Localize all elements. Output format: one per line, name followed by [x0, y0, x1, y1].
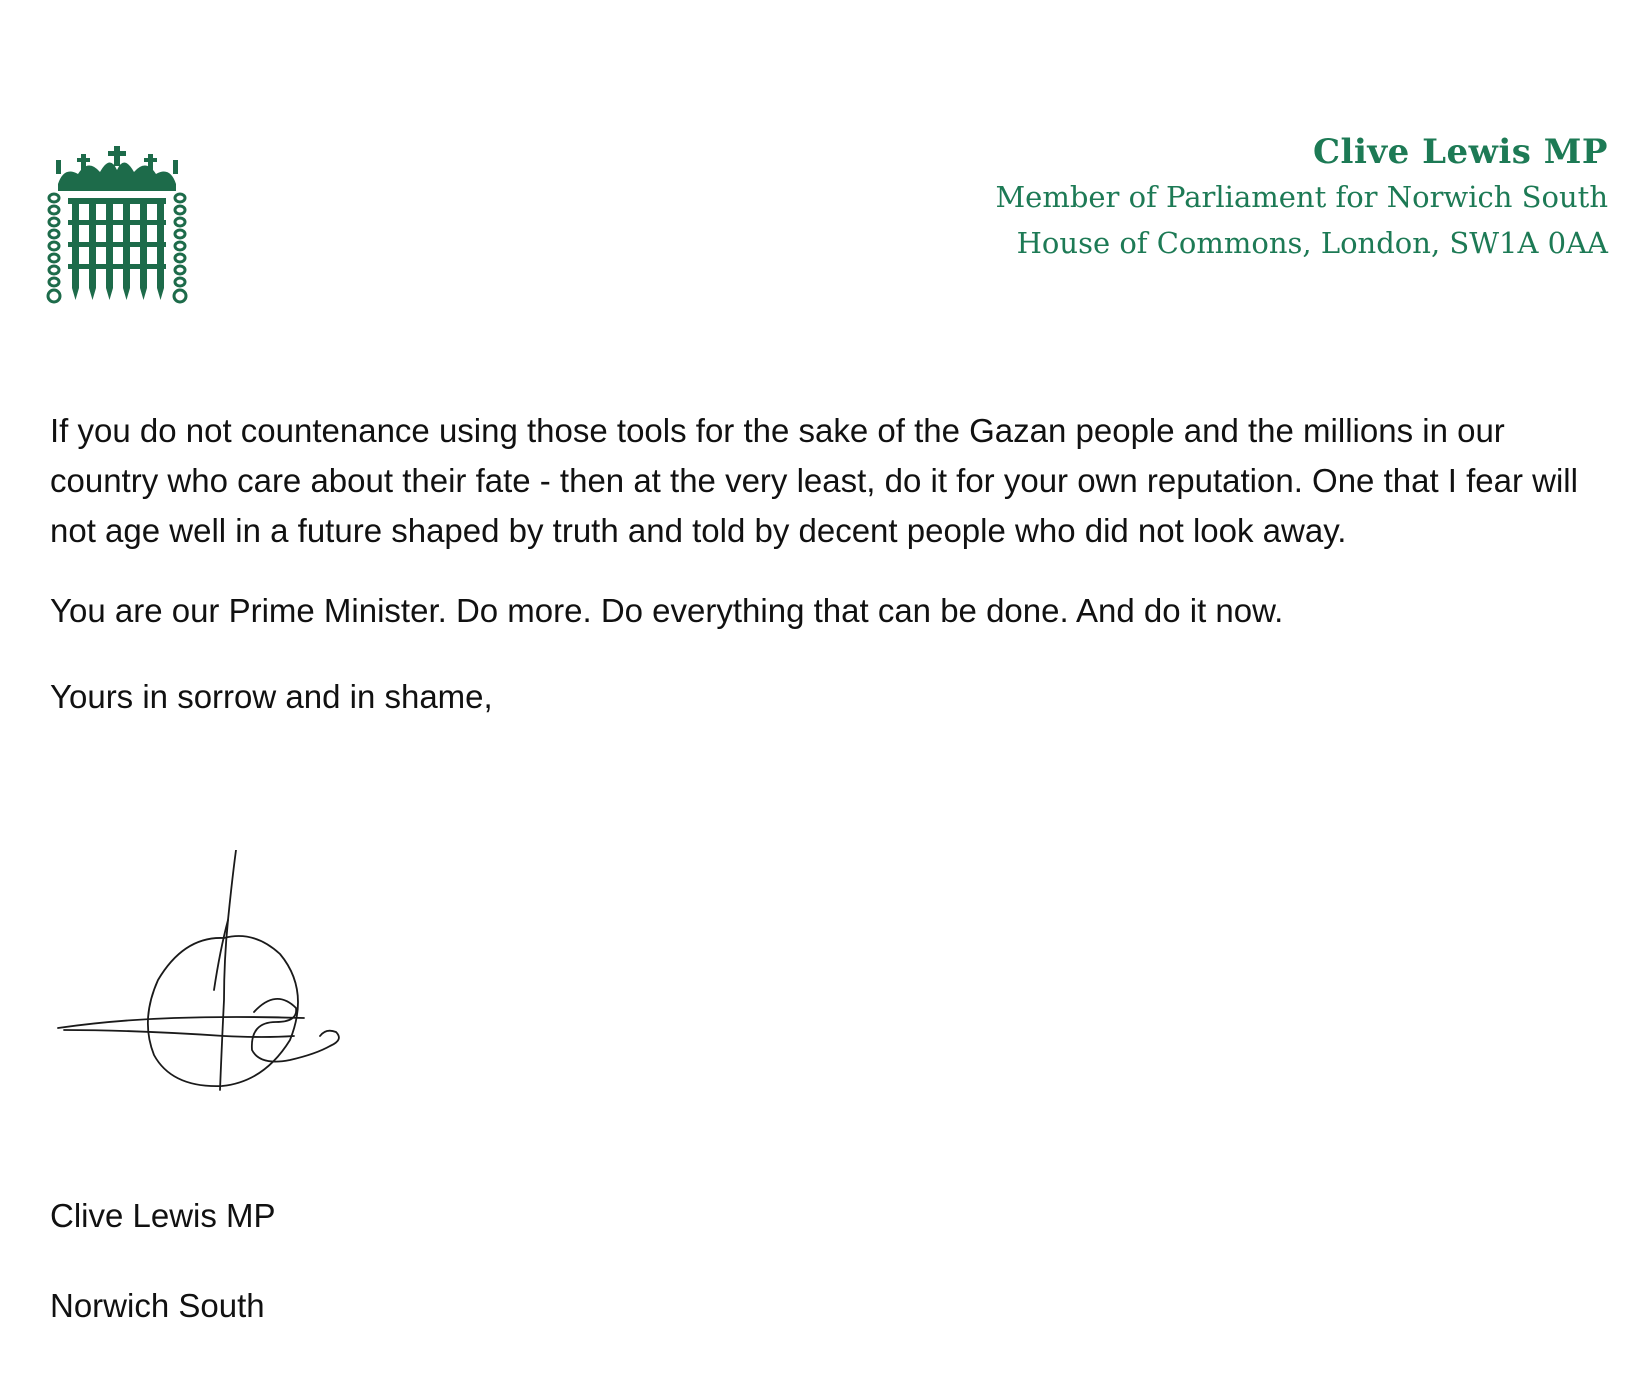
handwritten-signature [54, 850, 364, 1110]
portcullis-icon [44, 146, 190, 316]
signoff-name: Clive Lewis MP [50, 1197, 276, 1234]
letter-body [50, 406, 1590, 722]
body-paragraph-2: You are our Prime Minister. Do more. Do everything that can be done. And do it now. [50, 592, 1284, 629]
letterhead-name: Clive Lewis MP [1312, 132, 1608, 172]
letterhead-address: House of Commons, London, SW1A 0AA [1016, 226, 1608, 260]
signoff-constituency: Norwich South [50, 1287, 265, 1324]
letterhead-role: Member of Parliament for Norwich South [995, 180, 1608, 214]
closing-line: Yours in sorrow and in shame, [50, 678, 493, 715]
body-paragraph-1: If you do not countenance using those tools for the sake of the Gazan people and the millions in our country who care about their fate - then at the very least, do it for your own reputation. One that I fear will not age well in a future shaped by truth and told by decent people who did not look away. [50, 412, 1578, 549]
letterhead [995, 130, 1608, 266]
